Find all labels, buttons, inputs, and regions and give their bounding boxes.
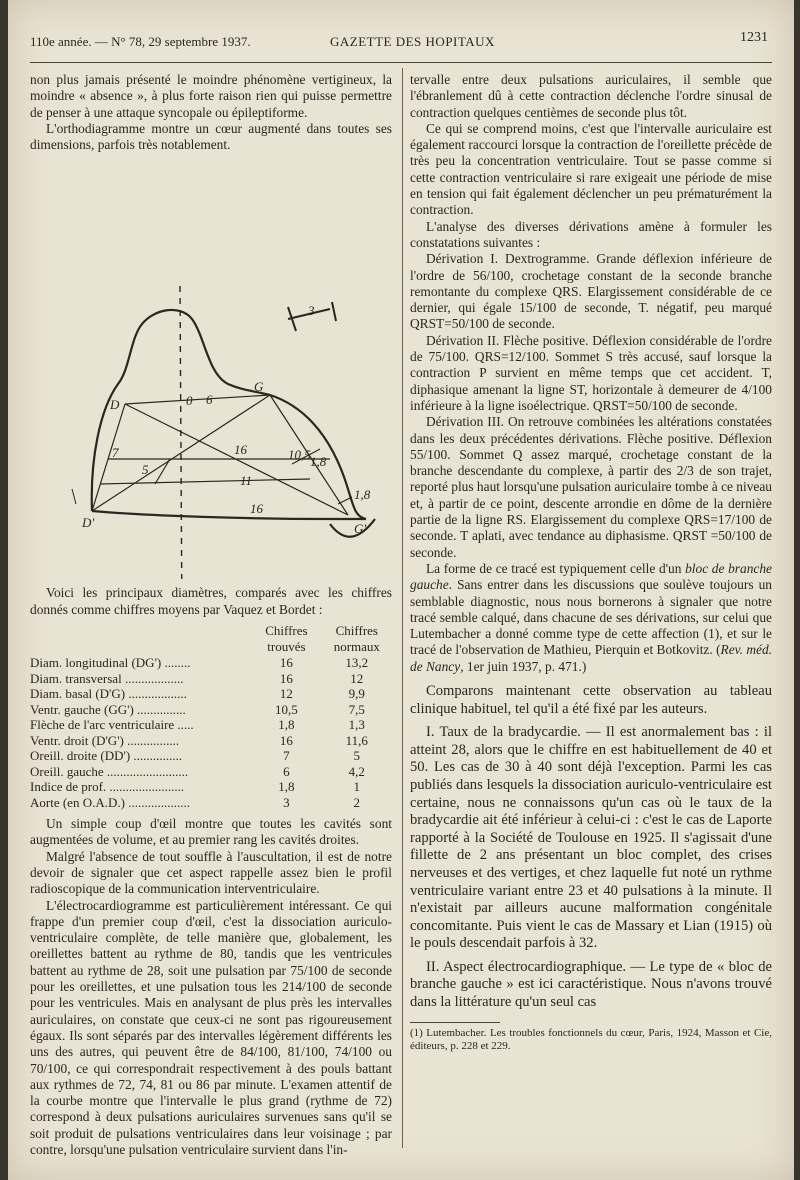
- paragraph: non plus jamais présenté le moindre phénomène vertigineux, la moindre « absence », à plus forte raison rien qui puisse permettre de penser à une attaque syncopale ou épileptiforme.: [30, 72, 392, 120]
- orthodiagram-figure: [30, 159, 392, 579]
- fig-label-D: D: [110, 397, 120, 413]
- fig-label-5: 5: [142, 462, 149, 478]
- fig-label-10-5: 10,5: [288, 447, 311, 463]
- paragraph: Dérivation III. On retrouve combinées les altérations constatées dans les deux précédentes dérivations. Flèche positive. Déflexion 55/100. Sommet Q assez marqué, crochetage constant de la branche descendante du complexe, à partir des 2/3 de son trajet, reporté plus haut lorsqu'une pulsation auriculaire tombe à ce niveau et, à partir de ce point, descente arrondie en dôme de la dernière partie de la ligne RS. Elargissement du complexe QRS=17/100 de seconde. T aplati, avec tendance au diphasisme. QRST =50/100 de seconde.: [410, 414, 772, 560]
- paragraph: La forme de ce tracé est typiquement celle d'un bloc de branche gauche. Sans entrer dans les discussions que soulève toujours un semblable diagnostic, nous nous bornerons à signaler que notre tracé semble calqué, dans chacune de ses dérivations, sur celui que Lutembacher a donné comme type de cette affection (1), et sur le tracé de l'observation de Mathieu, Pierquin et Botkovitz. (Rev. méd. de Nancy, 1er juin 1937, p. 471.): [410, 560, 772, 674]
- paragraph: tervalle entre deux pulsations auriculaires, il semble que l'ébranlement dû à cette contraction déclenche l'ordre sinusal de contraction quelques centièmes de seconde plus tôt.: [410, 72, 772, 120]
- table-row: Aorte (en O.A.D.) ................... 3 2: [30, 794, 361, 810]
- table-row: Diam. longitudinal (DG') ........ 16 13,2: [30, 655, 369, 671]
- fig-label-3: 3: [308, 303, 315, 319]
- paragraph: L'analyse des diverses dérivations amène à formuler les constatations suivantes :: [410, 218, 772, 250]
- left-column: [30, 72, 392, 1158]
- footnote: (1) Lutembacher. Les troubles fonctionnels du cœur, Paris, 1924, Masson et Cie, éditeurs, p. 228 et 229.: [410, 1026, 772, 1052]
- paragraph: Un simple coup d'œil montre que toutes les cavités sont augmentées de volume, et au premier rang les cavités droites.: [30, 816, 392, 848]
- table-row: Ventr. droit (D'G') ................ 16 11,6: [30, 732, 368, 748]
- paragraph: Dérivation II. Flèche positive. Déflexion considérable de l'ordre de 75/100. QRS=12/100. Sommet S très accusé, sauf lorsque la contraction P survient en même temps que cet accident. T, diphasique amenant la ligne ST, horizontale à demeurer de 4/100 inférieure à la ligne isoélectrique. QRST=50/100 de seconde.: [410, 332, 772, 413]
- header-rule: [30, 62, 772, 63]
- page: [8, 0, 794, 1180]
- paragraph: Voici les principaux diamètres, comparés avec les chiffres donnés comme chiffres moyens par Vaquez et Bordet :: [30, 585, 392, 617]
- right-column: [410, 72, 772, 1053]
- fig-label-G: G: [254, 379, 264, 395]
- fig-label-Gprime: G': [354, 521, 367, 537]
- paragraph: Ce qui se comprend moins, c'est que l'intervalle auriculaire est également raccourci lorsque la contraction de l'oreillette précède de très peu la concentration ventriculaire. Tout se passe comme si cette contraction ventriculaire si rare exigeait une période de mise en tension qui fait également déclencher un peu prématurément la contraction.: [410, 120, 772, 218]
- paragraph: Malgré l'absence de tout souffle à l'auscultation, il est de notre devoir de signaler que cet aspect rappelle assez bien le profil radioscopique de la communication interventriculaire.: [30, 848, 392, 897]
- fig-label-11: 11: [240, 473, 253, 489]
- table-row: Oreill. droite (DD') ............... 7 5: [30, 748, 361, 764]
- fig-label-16a: 16: [234, 442, 247, 458]
- paragraph: Comparons maintenant cette observation au tableau clinique habituel, tel qu'il a été fixé par les auteurs.: [410, 682, 772, 717]
- header-journal-title: GAZETTE DES HOPITAUX: [330, 34, 495, 49]
- orthodiagram-drawing: [30, 159, 392, 579]
- fig-label-Dprime: D': [82, 515, 95, 531]
- header-issue: 110e année. — N° 78, 29 septembre 1937.: [30, 34, 251, 49]
- table-row: Indice de prof. ....................... 1,8 1: [30, 779, 361, 795]
- fig-label-0: 0: [186, 393, 193, 409]
- fig-label-1-8a: 1,8: [310, 454, 327, 470]
- fig-label-6: 6: [206, 392, 213, 408]
- table-header-normal: Chiffres normaux: [333, 623, 380, 654]
- running-header: [30, 30, 772, 54]
- table-row: Oreill. gauche ......................... 6 4,2: [30, 763, 365, 779]
- fig-label-16b: 16: [250, 501, 263, 517]
- paragraph: II. Aspect électrocardiographique. — Le type de « bloc de branche gauche » est ici caractéristique. Nous n'avons trouvé dans la littérature qu'un seul cas: [410, 958, 772, 1011]
- table-row: Diam. basal (D'G) .................. 12 9,9: [30, 686, 365, 702]
- header-page-number: 1231: [740, 30, 768, 45]
- fig-label-1-8b: 1,8: [354, 487, 371, 503]
- column-divider: [402, 68, 403, 1148]
- table-row: Diam. transversal .................. 16 12: [30, 670, 364, 686]
- table-header-found: Chiffres trouvés: [265, 623, 308, 654]
- paragraph: Dérivation I. Dextrogramme. Grande déflexion inférieure de l'ordre de 56/100, crochetage constant de la seconde branche remontante du complexe QRS. Elargissement considérable de ce dernier, qui égale 15/100 de seconde, T. négatif, peu marqué QRST=50/100 de seconde.: [410, 251, 772, 332]
- diameters-table: [30, 622, 392, 810]
- table-row: Flèche de l'arc ventriculaire ..... 1,8 1,3: [30, 717, 365, 733]
- table-row: Ventr. gauche (GG') ............... 10,5 7,5: [30, 701, 365, 717]
- paragraph: I. Taux de la bradycardie. — Il est anormalement bas : il atteint 28, alors que le chiffre en est habituellement de 40 et 50. Les cas de 30 à 40 sont déjà l'exception. Parmi les cas publiés dans lesquels la dissociation auriculo-ventriculaire est certaine, nous ne connaissons qu'un cas où le taux de la bradycardie ait été inférieur à celui-ci : c'est le cas de Laporte rapporté à la Société de Toulouse en 1925. Il s'agissait d'une fillette de 2 ans présentant un bloc complet, des crises nerveuses et des vertiges, et chez laquelle fut noté un rythme ventriculaire variant entre 23 et 40 pulsations à la minute. Il n'existait par ailleurs aucune malformation congénitale concomitante. Puis vient le cas de Massary et Lian (1915) où le pouls descendait parfois à 32.: [410, 724, 772, 952]
- footnote-rule: [410, 1022, 500, 1023]
- paragraph: L'électrocardiogramme est particulièrement intéressant. Ce qui frappe d'un premier coup d'œil, c'est la dissociation auriculo-ventriculaire complète, de telle manière que, globalement, les oreillettes battent au rythme de 80, tandis que les ventricules battent au rythme de 28, soit une pulsation par 75/100 de seconde pour les oreillettes, et une pulsation tous les 214/100 de seconde pour les ventricules. Mais en analysant de plus près les intervalles auriculaires, on constate que ceux-ci ne sont pas rigoureusement égaux. Ils sont séparés par des intervalles légèrement différents les uns des autres, qui peuvent être de 84/100, 81/100, 74/100 ou 70/100, ce qui correspondrait respectivement à des pouls battant aux rythmes de 72, 74, 81 ou 86 par minute. L'examen attentif de la courbe montre que l'intervalle le plus grand (rythme de 72) correspond à deux pulsations auriculaires survenues sans qu'il se soit produit de pulsations ventriculaires dans leur voisinage ; par contre, lorsqu'une pulsation ventriculaire survient dans l'in-: [30, 897, 392, 1158]
- paragraph: L'orthodiagramme montre un cœur augmenté dans toutes ses dimensions, parfois très notablement.: [30, 120, 392, 153]
- fig-label-7: 7: [112, 445, 119, 461]
